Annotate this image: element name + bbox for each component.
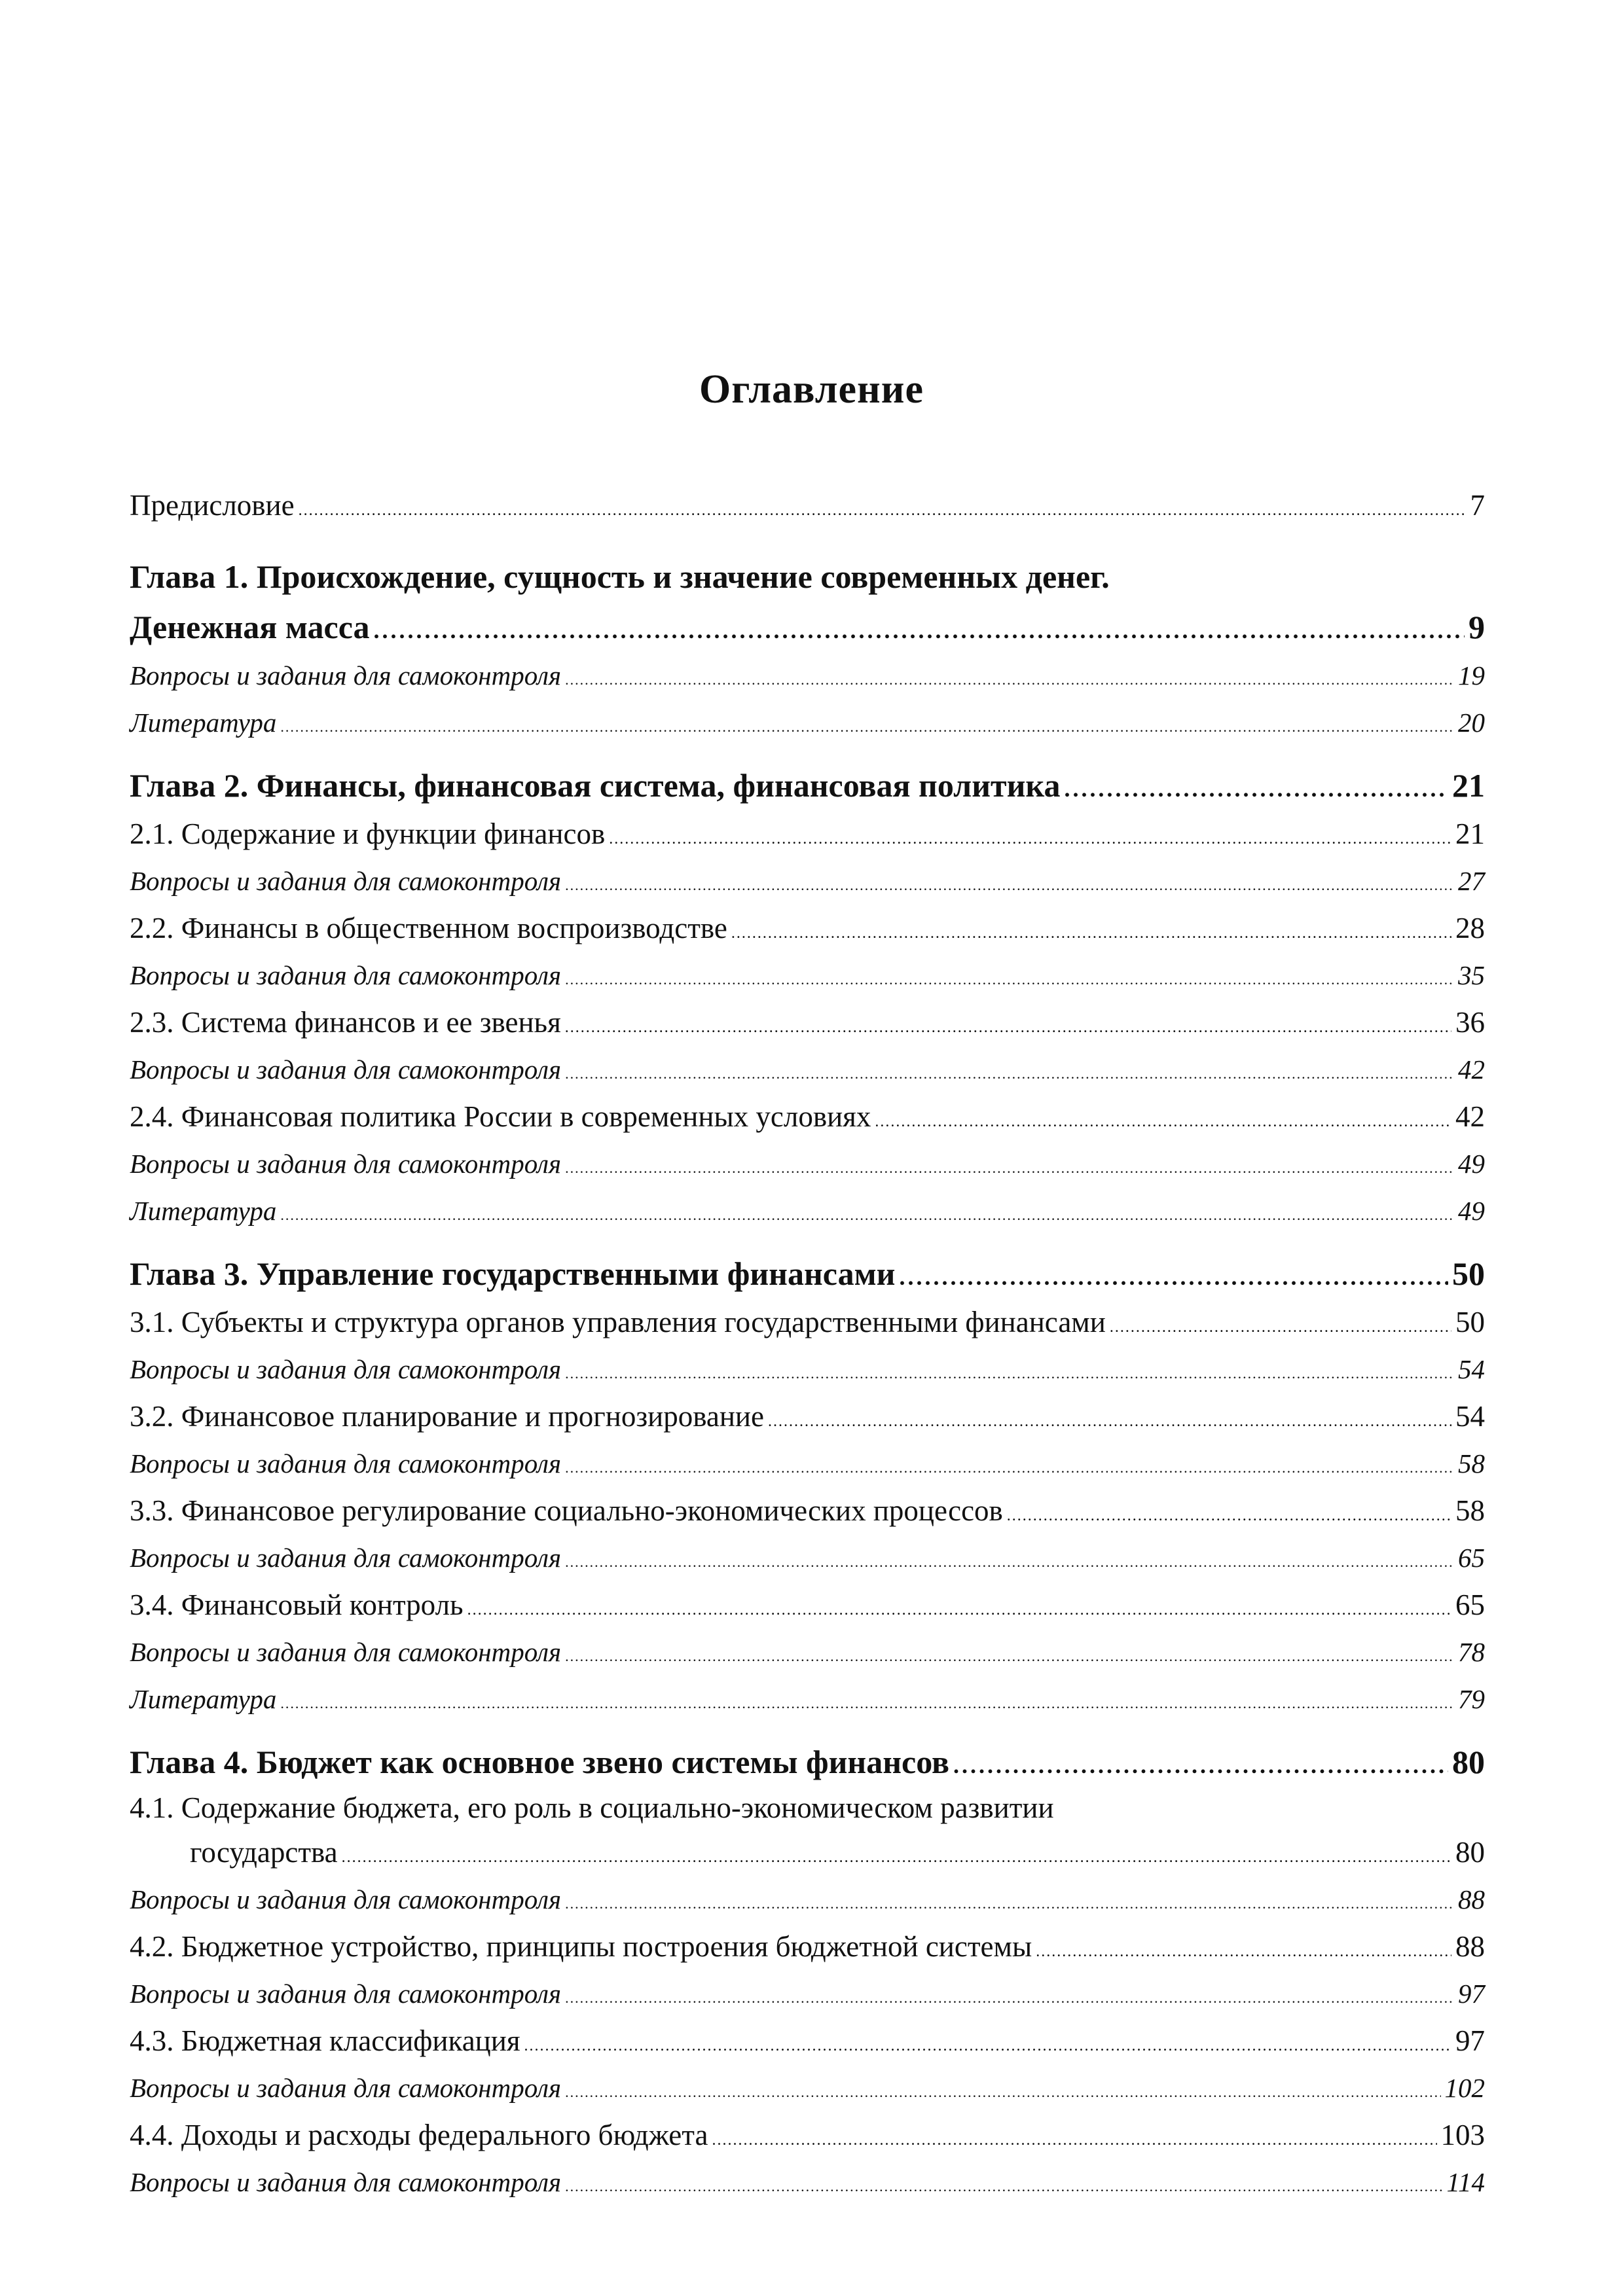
toc-section-3-4[interactable] <box>130 1581 1485 1628</box>
dot-leader <box>280 1680 1454 1727</box>
toc-page-number: 50 <box>1452 1255 1485 1292</box>
toc-page-number: 35 <box>1458 960 1485 990</box>
toc-entry-label: Вопросы и задания для самоконтроля <box>130 1448 562 1479</box>
toc-entry-label: Вопросы и задания для самоконтроля <box>130 2073 562 2103</box>
toc-section-4-2[interactable] <box>130 1923 1485 1970</box>
toc-page-number: 103 <box>1440 2119 1485 2151</box>
toc-section-4-1-title[interactable]: 4.1. Содержание бюджета, его роль в социально-экономическом развитии <box>130 1791 1054 1824</box>
dot-leader <box>1036 1928 1451 1975</box>
toc-chapter-2[interactable] <box>130 761 1485 810</box>
dot-leader <box>565 1539 1454 1586</box>
dot-leader <box>875 1098 1451 1145</box>
toc-page-number: 97 <box>1458 1979 1485 2009</box>
toc-entry-label: 4.3. Бюджетная классификация <box>130 2024 520 2057</box>
toc-chapter-1-title[interactable]: Глава 1. Происхождение, сущность и значение современных денег. <box>130 558 1110 595</box>
toc-entry-label: Глава 2. Финансы, финансовая система, финансовая политика <box>130 767 1061 804</box>
dot-leader <box>565 1004 1451 1051</box>
dot-leader <box>1007 1492 1451 1539</box>
page-title: Оглавление <box>699 367 924 412</box>
toc-page-number: 79 <box>1458 1684 1485 1714</box>
toc-page-number: 49 <box>1458 1149 1485 1179</box>
toc-entry-label: 2.2. Финансы в общественном воспроизводстве <box>130 912 727 944</box>
toc-chapter-3[interactable] <box>130 1249 1485 1299</box>
toc-entry-label: Глава 3. Управление государственными финансами <box>130 1255 896 1292</box>
toc-entry-questions[interactable] <box>130 1140 1485 1187</box>
toc-section-2-2[interactable] <box>130 905 1485 952</box>
toc-entry-label: 2.4. Финансовая политика России в современных условиях <box>130 1100 871 1133</box>
toc-page-number: 28 <box>1455 912 1485 944</box>
dot-leader <box>565 1633 1454 1680</box>
toc-page-number: 21 <box>1455 817 1485 850</box>
toc-entry-questions[interactable] <box>130 2159 1485 2206</box>
toc-entry-label: Вопросы и задания для самоконтроля <box>130 866 562 896</box>
toc-page-number: 7 <box>1470 489 1485 522</box>
toc-entry-label: государства <box>190 1836 338 1869</box>
dot-leader <box>524 2022 1451 2070</box>
toc-entry-label: Вопросы и задания для самоконтроля <box>130 1637 562 1667</box>
toc-page-number: 80 <box>1455 1836 1485 1869</box>
dot-leader <box>712 2117 1436 2164</box>
dot-leader <box>731 910 1451 957</box>
dot-leader <box>280 704 1454 751</box>
toc-page-number: 42 <box>1458 1054 1485 1085</box>
toc-entry-literature[interactable] <box>130 1676 1485 1723</box>
toc-entry-label: Денежная масса <box>130 609 370 645</box>
toc-section-2-1[interactable] <box>130 810 1485 857</box>
dot-leader <box>565 1444 1454 1492</box>
toc-page-number: 20 <box>1458 708 1485 738</box>
toc-entry-questions[interactable] <box>130 1628 1485 1676</box>
toc-entry-label: 4.4. Доходы и расходы федерального бюджета <box>130 2119 708 2151</box>
toc-page-number: 19 <box>1458 660 1485 691</box>
dot-leader <box>280 1192 1454 1239</box>
toc-entry-questions[interactable] <box>130 1876 1485 1923</box>
toc-page-number: 50 <box>1455 1306 1485 1338</box>
toc-chapter-1[interactable] <box>130 602 1485 652</box>
toc-page-number: 54 <box>1458 1354 1485 1384</box>
toc-entry-label: Литература <box>130 1684 277 1714</box>
toc-entry-preface[interactable] <box>130 482 1485 529</box>
toc-section-2-3[interactable] <box>130 999 1485 1046</box>
dot-leader <box>1110 1304 1451 1351</box>
toc-entry-label: Предисловие <box>130 489 295 522</box>
toc-page-number: 21 <box>1452 767 1485 804</box>
toc-entry-label: 4.2. Бюджетное устройство, принципы построения бюджетной системы <box>130 1930 1032 1963</box>
toc-page-number: 49 <box>1458 1196 1485 1226</box>
dot-leader <box>565 1145 1454 1192</box>
toc-page-number: 9 <box>1468 609 1485 645</box>
toc-entry-questions[interactable] <box>130 857 1485 905</box>
toc-page-number: 58 <box>1458 1448 1485 1479</box>
toc-entry-questions[interactable] <box>130 952 1485 999</box>
toc-entry-label: 3.2. Финансовое планирование и прогнозирование <box>130 1400 764 1433</box>
toc-page-number: 114 <box>1446 2167 1485 2197</box>
toc-page-number: 88 <box>1455 1930 1485 1963</box>
toc-entry-label: Глава 4. Бюджет как основное звено системы финансов <box>130 1744 950 1780</box>
toc-page-number: 65 <box>1455 1588 1485 1621</box>
toc-entry-questions[interactable] <box>130 1046 1485 1093</box>
toc-entry-questions[interactable] <box>130 1346 1485 1393</box>
dot-leader <box>1064 764 1448 814</box>
toc-entry-literature[interactable] <box>130 1187 1485 1234</box>
dot-leader <box>609 816 1451 863</box>
dot-leader <box>299 487 1467 534</box>
toc-entry-questions[interactable] <box>130 1970 1485 2017</box>
toc-section-4-1[interactable] <box>130 1829 1485 1876</box>
toc-entry-label: Вопросы и задания для самоконтроля <box>130 1354 562 1384</box>
toc-entry-label: 3.1. Субъекты и структура органов управления государственными финансами <box>130 1306 1106 1338</box>
table-of-contents <box>130 482 1485 2206</box>
toc-entry-label: Вопросы и задания для самоконтроля <box>130 2167 562 2197</box>
toc-section-4-3[interactable] <box>130 2017 1485 2064</box>
toc-section-3-1[interactable] <box>130 1299 1485 1346</box>
toc-chapter-4[interactable] <box>130 1737 1485 1787</box>
toc-page-number: 42 <box>1455 1100 1485 1133</box>
toc-page-number: 102 <box>1444 2073 1485 2103</box>
dot-leader <box>899 1252 1448 1302</box>
toc-entry-label: 2.3. Система финансов и ее звенья <box>130 1006 561 1039</box>
toc-entry-label: Вопросы и задания для самоконтроля <box>130 1543 562 1573</box>
dot-leader <box>768 1398 1451 1445</box>
toc-page-number: 65 <box>1458 1543 1485 1573</box>
toc-entry-label: 2.1. Содержание и функции финансов <box>130 817 606 850</box>
toc-page-number: 54 <box>1455 1400 1485 1433</box>
toc-page-number: 88 <box>1458 1884 1485 1914</box>
toc-entry-label: 3.4. Финансовый контроль <box>130 1588 464 1621</box>
toc-entry-label: Вопросы и задания для самоконтроля <box>130 1979 562 2009</box>
toc-page-number: 97 <box>1455 2024 1485 2057</box>
dot-leader <box>565 956 1454 1003</box>
dot-leader <box>565 1050 1454 1098</box>
dot-leader <box>342 1834 1451 1881</box>
toc-page-number: 80 <box>1452 1744 1485 1780</box>
dot-leader <box>565 862 1454 909</box>
dot-leader <box>565 1350 1454 1397</box>
toc-entry-questions[interactable] <box>130 1534 1485 1581</box>
toc-page-number: 58 <box>1455 1494 1485 1527</box>
dot-leader <box>565 1975 1454 2022</box>
toc-entry-questions[interactable] <box>130 2064 1485 2111</box>
dot-leader <box>953 1740 1448 1790</box>
toc-entry-questions[interactable] <box>130 1440 1485 1487</box>
dot-leader <box>565 2163 1442 2210</box>
toc-entry-label: Вопросы и задания для самоконтроля <box>130 1054 562 1085</box>
toc-entry-label: Литература <box>130 1196 277 1226</box>
dot-leader <box>565 656 1454 704</box>
dot-leader <box>467 1587 1451 1634</box>
toc-section-3-3[interactable] <box>130 1487 1485 1534</box>
toc-entry-label: Вопросы и задания для самоконтроля <box>130 660 562 691</box>
toc-entry-label: Вопросы и задания для самоконтроля <box>130 1149 562 1179</box>
toc-entry-label: Вопросы и задания для самоконтроля <box>130 960 562 990</box>
toc-entry-literature[interactable] <box>130 699 1485 746</box>
dot-leader <box>565 2069 1440 2116</box>
dot-leader <box>565 1880 1454 1928</box>
toc-page-number: 27 <box>1458 866 1485 896</box>
dot-leader <box>374 605 1465 655</box>
toc-page-number: 78 <box>1458 1637 1485 1667</box>
toc-entry-label: Литература <box>130 708 277 738</box>
toc-entry-label: Вопросы и задания для самоконтроля <box>130 1884 562 1914</box>
toc-section-2-4[interactable] <box>130 1093 1485 1140</box>
toc-entry-label: 3.3. Финансовое регулирование социально-экономических процессов <box>130 1494 1003 1527</box>
toc-entry-questions[interactable] <box>130 652 1485 699</box>
toc-page-number: 36 <box>1455 1006 1485 1039</box>
toc-section-4-4[interactable] <box>130 2111 1485 2159</box>
toc-section-3-2[interactable] <box>130 1393 1485 1440</box>
